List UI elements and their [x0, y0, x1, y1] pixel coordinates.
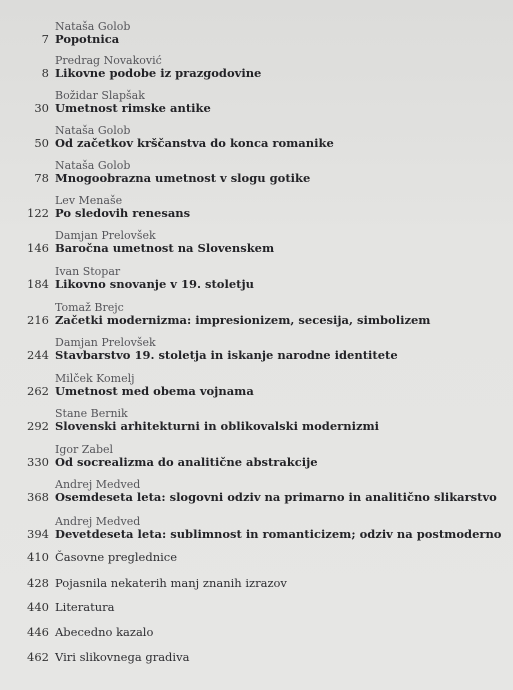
- entry-title: Časovne preglednice: [55, 550, 178, 564]
- entry-page-number: 440: [27, 600, 49, 614]
- entry-page-number: 330: [27, 455, 49, 469]
- entry-page-number: 292: [27, 419, 49, 433]
- entry-page-number: 446: [27, 625, 49, 639]
- entry-title: Devetdeseta leta: sublimnost in romanticizem; odziv na postmoderno: [55, 527, 502, 541]
- entry-author: Ivan Stopar: [55, 265, 121, 278]
- entry-page-number: 8: [41, 66, 49, 80]
- entry-page-number: 410: [27, 550, 49, 564]
- entry-title: Baročna umetnost na Slovenskem: [55, 241, 275, 255]
- entry-author: Andrej Medved: [55, 515, 141, 528]
- entry-title: Umetnost rimske antike: [55, 101, 211, 115]
- entry-page-number: 50: [34, 136, 49, 150]
- entry-page-number: 428: [27, 576, 49, 590]
- entry-author: Damjan Prelovšek: [55, 229, 156, 242]
- entry-title: Abecedno kazalo: [55, 625, 154, 639]
- entry-author: Tomaž Brejc: [55, 301, 124, 314]
- entry-title: Viri slikovnega gradiva: [55, 650, 190, 664]
- entry-author: Nataša Golob: [55, 20, 131, 33]
- entry-title: Po sledovih renesans: [55, 206, 191, 220]
- entry-author: Lev Menaše: [55, 194, 123, 207]
- entry-page-number: 262: [27, 384, 49, 398]
- entry-title: Likovne podobe iz prazgodovine: [55, 66, 262, 80]
- entry-page-number: 122: [27, 206, 49, 220]
- entry-author: Božidar Slapšak: [55, 89, 145, 102]
- entry-title: Popotnica: [55, 32, 120, 46]
- entry-author: Stane Bernik: [55, 407, 128, 420]
- entry-author: Andrej Medved: [55, 478, 141, 491]
- entry-page-number: 78: [34, 171, 49, 185]
- entry-title: Mnogoobrazna umetnost v slogu gotike: [55, 171, 311, 185]
- entry-page-number: 184: [27, 277, 49, 291]
- entry-author: Damjan Prelovšek: [55, 336, 156, 349]
- entry-title: Stavbarstvo 19. stoletja in iskanje narodne identitete: [55, 348, 398, 362]
- entry-page-number: 216: [27, 313, 49, 327]
- entry-title: Likovno snovanje v 19. stoletju: [55, 277, 254, 291]
- entry-page-number: 30: [34, 101, 49, 115]
- entry-page-number: 462: [27, 650, 49, 664]
- entry-title: Slovenski arhitekturni in oblikovalski modernizmi: [55, 419, 380, 433]
- entry-author: Nataša Golob: [55, 124, 131, 137]
- entry-page-number: 394: [27, 527, 49, 541]
- entry-page-number: 146: [27, 241, 49, 255]
- entry-author: Nataša Golob: [55, 159, 131, 172]
- entry-author: Igor Zabel: [55, 443, 114, 456]
- entry-title: Od začetkov krščanstva do konca romanike: [55, 136, 334, 150]
- entry-title: Literatura: [55, 600, 115, 614]
- entry-title: Pojasnila nekaterih manj znanih izrazov: [55, 576, 287, 590]
- entry-page-number: 244: [27, 348, 49, 362]
- entry-title: Umetnost med obema vojnama: [55, 384, 254, 398]
- entry-title: Začetki modernizma: impresionizem, secesija, simbolizem: [55, 313, 431, 327]
- entry-author: Predrag Novaković: [55, 54, 162, 67]
- entry-title: Osemdeseta leta: slogovni odziv na primarno in analitično slikarstvo: [55, 490, 497, 504]
- entry-author: Milček Komelj: [55, 372, 135, 385]
- entry-page-number: 368: [27, 490, 49, 504]
- entry-page-number: 7: [41, 32, 49, 46]
- entry-title: Od socrealizma do analitične abstrakcije: [55, 455, 318, 469]
